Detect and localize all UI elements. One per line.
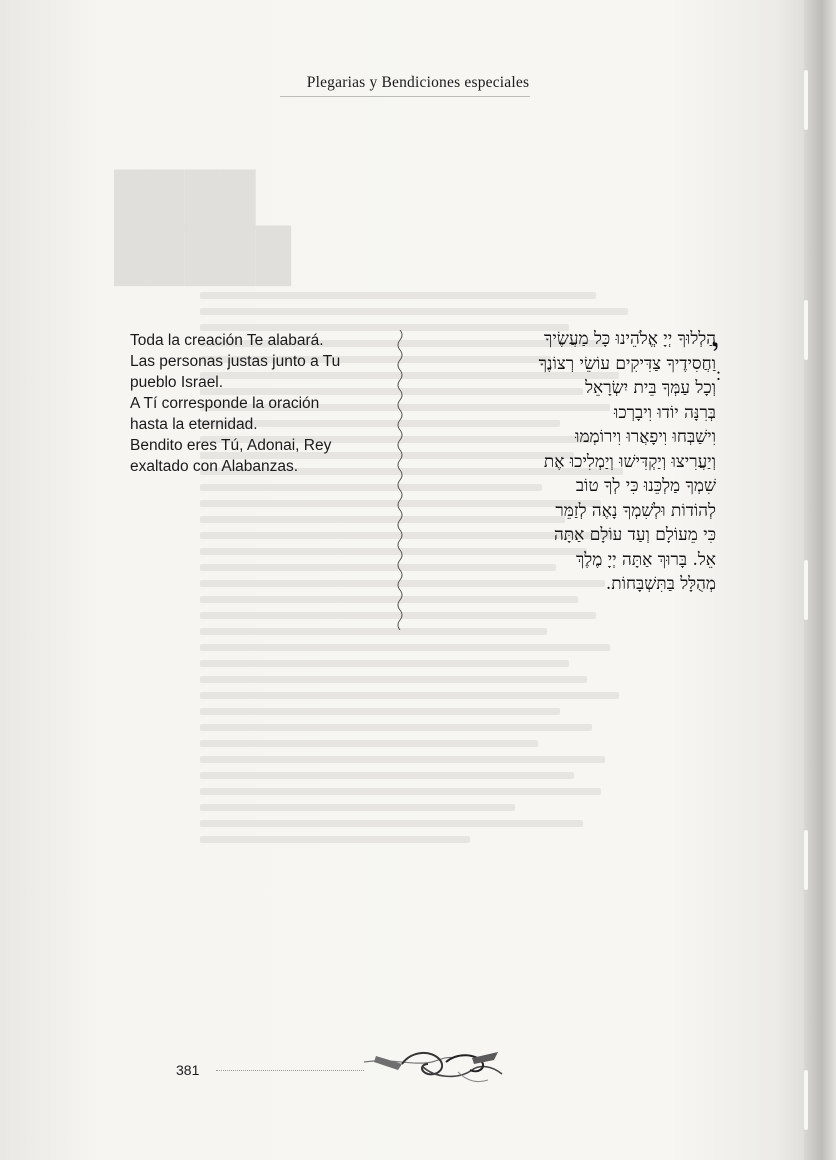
hebrew-section-marker: י	[712, 334, 719, 364]
header-divider	[280, 96, 530, 97]
spanish-line: hasta la eternidad.	[130, 416, 258, 433]
spanish-line: exaltado con Alabanzas.	[130, 458, 299, 475]
hebrew-line: בְּרִנָּה יוֹדוּ וִיבָרְכוּ	[614, 402, 716, 423]
wavy-column-divider	[392, 330, 408, 630]
page-number: 381	[176, 1062, 200, 1078]
hebrew-line: וִישַׁבְּחוּ וִיפָאֲרוּ וִירוֹמְמוּ	[575, 427, 716, 447]
spanish-line: Toda la creación Te alabará.	[130, 332, 324, 349]
page-header-title: Plegarias y Bendiciones especiales	[306, 74, 530, 91]
book-spine	[804, 0, 836, 1160]
hebrew-line: מְהֻלָּל בַּתִּשְׁבָּחוֹת.	[605, 574, 716, 594]
hebrew-prayer-block	[418, 327, 716, 597]
hebrew-line: שִׁמְךָ מַלְכֵּנוּ כִּי לְךָ טוֹב	[575, 476, 716, 496]
hebrew-line: כִּי מֵעוֹלָם וְעַד עוֹלָם אַתָּה	[553, 525, 716, 545]
spanish-line: Las personas justas junto a Tu	[130, 353, 341, 370]
spanish-line: Bendito eres Tú, Adonai, Rey	[130, 437, 332, 454]
hebrew-line: וַחֲסִידֶיךָ צַדִּיקִים עוֹשֵׂי רְצוֹנֶךָ	[538, 353, 716, 374]
spanish-line: pueblo Israel.	[130, 374, 224, 391]
hebrew-line: לְהוֹדוֹת וּלְשִׁמְךָ נָאֶה לְזַמֵּר	[555, 500, 716, 521]
spanish-translation-block	[130, 330, 380, 477]
hebrew-line: וְיַעֲרִיצוּ וְיַקְדִּישׁוּ וְיַמְלִיכוּ אֶת	[543, 451, 716, 472]
hebrew-line: וְכָל עַמְּךָ בֵּית יִשְׂרָאֵל	[585, 378, 716, 398]
colon-mark: :	[716, 364, 722, 384]
hebrew-line: אֵל. בָּרוּךְ אַתָּה יְיָ מֶלֶךְ	[575, 549, 716, 570]
hebrew-line: הַלְלוּךָ יְיָ אֱלֹהֵינוּ כָּל מַעֲשֶׂיךָ	[544, 329, 716, 349]
bleed-through-shadow: ████ █████	[114, 170, 292, 282]
ribbon-ornament-icon	[362, 1040, 522, 1090]
footer-dotted-rule	[216, 1070, 364, 1071]
spanish-line: A Tí corresponde la oración	[130, 395, 320, 412]
